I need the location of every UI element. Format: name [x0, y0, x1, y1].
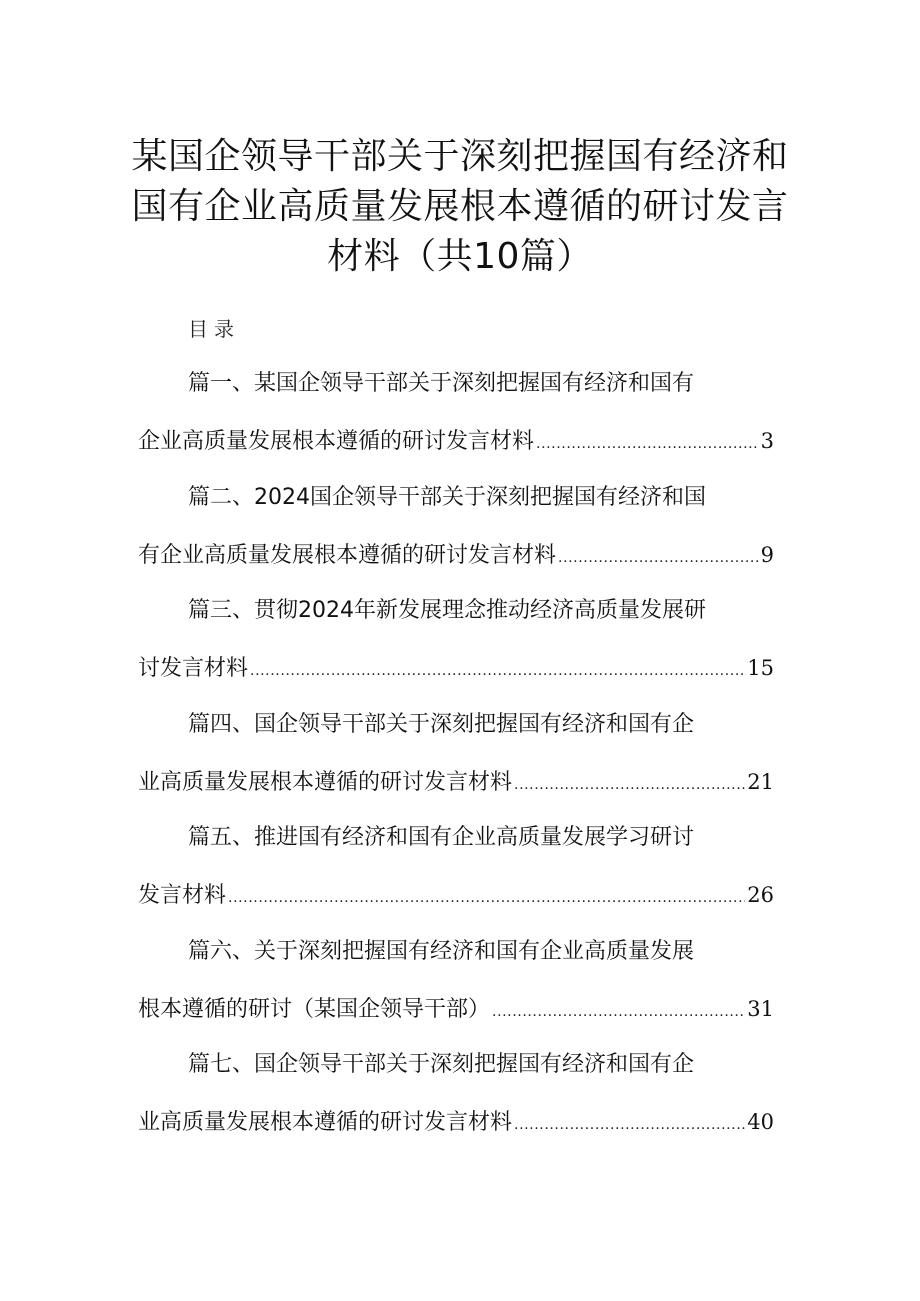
toc-entry-continuation: [138, 992, 774, 1023]
leader-dots: [492, 1004, 745, 1020]
page-number: 31: [747, 997, 774, 1021]
toc-entry-title-cont: 业高质量发展根本遵循的研讨发言材料: [138, 770, 513, 795]
leader-dots: [514, 777, 745, 793]
leader-dots: [558, 550, 759, 566]
title-line-2: 国有企业高质量发展根本遵循的研讨发言: [131, 186, 789, 227]
toc-entry-title: 篇五、推进国有经济和国有企业高质量发展学习研讨: [188, 825, 695, 850]
leader-dots: [536, 436, 759, 452]
title-line-1: 某国企领导干部关于深刻把握国有经济和: [131, 136, 789, 177]
toc-entry-continuation: [138, 538, 774, 569]
toc-entry-title: 篇一、某国企领导干部关于深刻把握国有经济和国有: [188, 371, 695, 396]
toc-entry-title-cont: 业高质量发展根本遵循的研讨发言材料: [138, 1110, 513, 1135]
toc-entry-continuation: [138, 1105, 774, 1136]
toc-entry-title-cont: 根本遵循的研讨（某国企领导干部）: [138, 997, 491, 1022]
page-number: 26: [747, 883, 774, 907]
page-number: 9: [760, 543, 774, 567]
toc-entry-continuation: [138, 651, 774, 682]
page-number: 40: [747, 1110, 774, 1134]
toc-entry-title: 篇三、贯彻2024年新发展理念推动经济高质量发展研: [188, 598, 706, 623]
toc-entry-continuation: [138, 424, 774, 455]
page-number: 3: [760, 429, 774, 453]
toc-heading: 目录: [188, 317, 240, 341]
toc-entry-continuation: [138, 878, 774, 909]
page-number: 15: [747, 656, 774, 680]
toc-entry-title-cont: 有企业高质量发展根本遵循的研讨发言材料: [138, 543, 557, 568]
page-number: 21: [747, 770, 774, 794]
toc-entry-title: 篇七、国企领导干部关于深刻把握国有经济和国有企: [188, 1052, 695, 1077]
title-line-3: 材料（共10篇）: [327, 236, 593, 277]
toc-entry-title-cont: 企业高质量发展根本遵循的研讨发言材料: [138, 429, 535, 454]
toc-entry-title-cont: 发言材料: [138, 883, 227, 908]
toc-entry-title: 篇二、2024国企领导干部关于深刻把握国有经济和国: [188, 485, 706, 510]
toc-entry-title-cont: 讨发言材料: [138, 656, 249, 681]
leader-dots: [250, 663, 745, 679]
document-title: [120, 132, 800, 282]
leader-dots: [514, 1117, 745, 1133]
toc-entry-title: 篇四、国企领导干部关于深刻把握国有经济和国有企: [188, 712, 695, 737]
toc-entry-continuation: [138, 765, 774, 796]
toc-entry-title: 篇六、关于深刻把握国有经济和国有企业高质量发展: [188, 939, 695, 964]
leader-dots: [228, 890, 745, 906]
